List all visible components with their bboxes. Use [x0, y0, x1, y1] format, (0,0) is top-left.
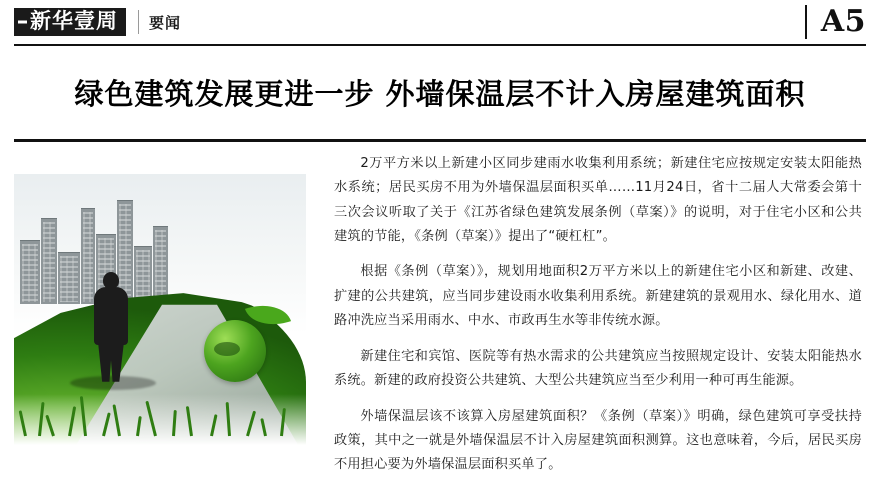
article-text — [306, 152, 866, 486]
paragraph: 外墙保温层该不该算入房屋建筑面积？《条例（草案）》明确，绿色建筑可享受扶持政策，其中之一就是外墙保温层不计入房屋建筑面积测算。这也意味着，今后，居民买房不用担心要为外墙保温层面积买单了。 — [334, 408, 862, 473]
masthead — [14, 0, 866, 46]
green-building-illustration — [14, 152, 306, 452]
logo-text: 新华壹周 — [30, 9, 118, 33]
publication-logo[interactable] — [14, 5, 181, 39]
paragraph: 2万平方米以上新建小区同步建雨水收集利用系统；新建住宅应按规定安装太阳能热水系统；居民买房不用为外墙保温层面积买单……11月24日，省十二届人大常委会第十三次会议听取了关于《江苏省绿色建筑发展条例（草案）》的说明，对于住宅小区和公共建筑的节能，《条例（草案）》提出了“硬杠杠”。 — [334, 155, 862, 244]
headline-zone — [14, 46, 866, 142]
page-number: A5 — [820, 4, 866, 39]
section-label: 要闻 — [149, 13, 182, 32]
paragraph: 新建住宅和宾馆、医院等有热水需求的公共建筑应当按照规定设计、安装太阳能热水系统。新建的政府投资公共建筑、大型公共建筑应当至少利用一种可再生能源。 — [334, 348, 862, 389]
page-number-group — [805, 2, 866, 42]
dash-icon — [18, 21, 27, 24]
paragraph: 根据《条例（草案）》，规划用地面积2万平方米以上的新建住宅小区和新建、改建、扩建的公共建筑，应当同步建设雨水收集利用系统。新建建筑的景观用水、绿化用水、道路冲洗应当采用雨水、中水、市政再生水等非传统水源。 — [334, 264, 862, 329]
man-legs — [98, 342, 124, 382]
page-number-rule — [805, 5, 807, 39]
grass-foreground — [14, 394, 306, 452]
page-title: 绿色建筑发展更进一步 外墙保温层不计入房屋建筑面积 — [74, 77, 806, 112]
article-body — [14, 142, 866, 486]
logo-divider — [138, 10, 139, 34]
green-globe-icon — [204, 320, 266, 382]
logo-mark — [14, 8, 126, 36]
silhouette-man — [88, 272, 134, 380]
man-body — [94, 287, 128, 345]
